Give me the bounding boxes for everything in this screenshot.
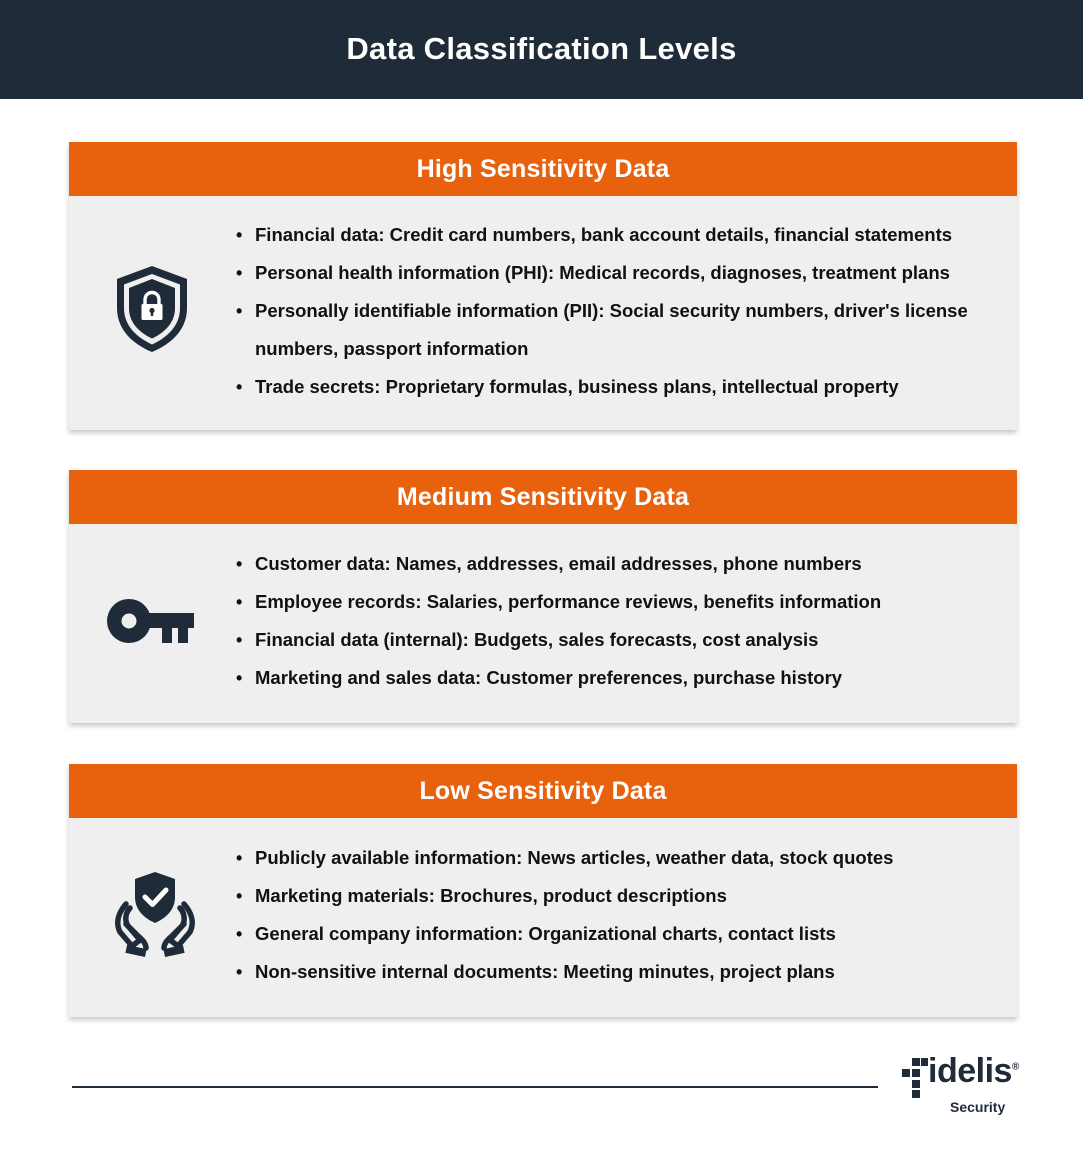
page-header [0,0,1083,99]
low-sensitivity-list [236,839,1007,991]
medium-sensitivity-title: Medium Sensitivity Data [396,482,690,511]
list-item: • Non-sensitive internal documents: Meeting minutes, project plans [236,953,1007,991]
medium-sensitivity-header [69,470,1017,524]
high-sensitivity-card [69,142,1017,430]
low-sensitivity-title: Low Sensitivity Data [419,776,667,805]
list-item: • Trade secrets: Proprietary formulas, business plans, intellectual property [236,368,1007,406]
list-item: • Marketing materials: Brochures, product descriptions [236,877,1007,915]
list-item: • Financial data (internal): Budgets, sales forecasts, cost analysis [236,621,1007,659]
low-sensitivity-header [69,764,1017,818]
low-sensitivity-card [69,764,1017,1017]
page-title: Data Classification Levels [346,30,737,66]
medium-sensitivity-body [69,524,1017,723]
list-item: • General company information: Organizational charts, contact lists [236,915,1007,953]
high-sensitivity-title: High Sensitivity Data [416,154,670,183]
footer-divider [72,1086,878,1088]
list-item: • Employee records: Salaries, performance reviews, benefits information [236,583,1007,621]
fidelis-f-mark-icon [902,1058,928,1098]
high-sensitivity-body [69,196,1017,430]
list-item: • Marketing and sales data: Customer preferences, purchase history [236,659,1007,697]
high-sensitivity-header [69,142,1017,196]
fidelis-security-logo [902,1052,1020,1118]
list-item: • Publicly available information: News articles, weather data, stock quotes [236,839,1007,877]
medium-sensitivity-card [69,470,1017,723]
high-sensitivity-list [236,216,1007,406]
list-item: • Financial data: Credit card numbers, bank account details, financial statements [236,216,1007,254]
logo-subtitle: Security [950,1099,1006,1115]
list-item: • Personal health information (PHI): Medical records, diagnoses, treatment plans [236,254,1007,292]
shield-lock-icon [113,264,191,354]
low-sensitivity-body [69,818,1017,1017]
list-item: • Customer data: Names, addresses, email addresses, phone numbers [236,545,1007,583]
list-item: • Personally identifiable information (PII): Social security numbers, driver's license numbers, passport information [236,292,1007,368]
logo-wordmark: idelis® [928,1052,1019,1090]
hands-shield-check-icon [112,868,198,958]
key-icon [107,597,194,645]
medium-sensitivity-list [236,545,1007,697]
